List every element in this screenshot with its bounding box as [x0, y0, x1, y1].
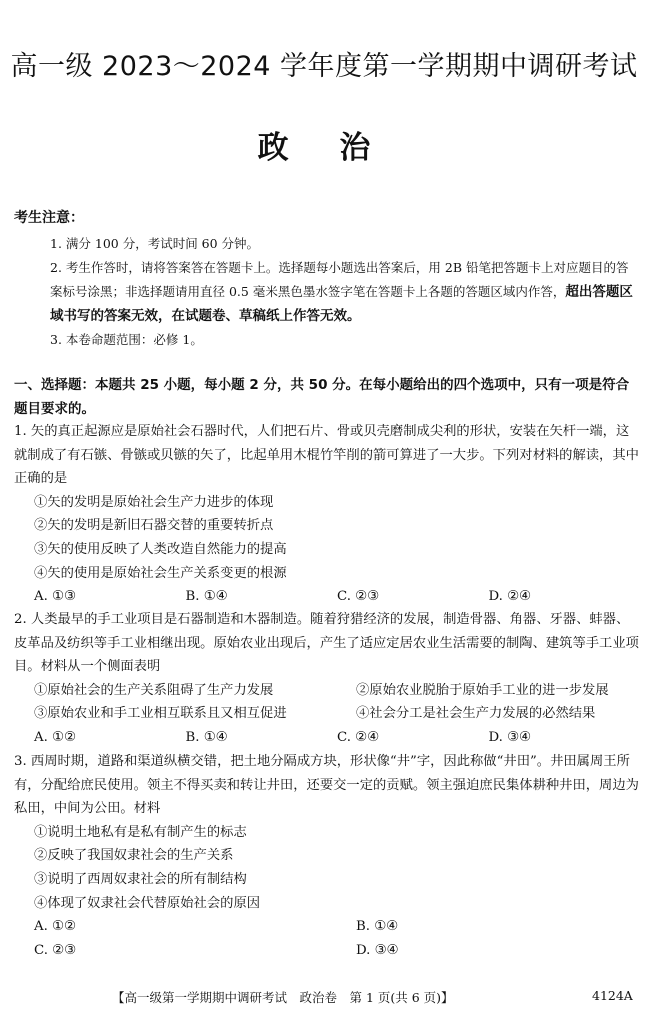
option: B. ①④ — [185, 589, 228, 605]
notice-list — [50, 232, 640, 352]
question-stem: 2. 人类最早的手工业项目是石器制造和木器制造。随着狩猎经济的发展，制造骨器、角器、牙器、蚌器、皮革品及纺织等手工业相继出现。原始农业出现后，产生了适应定居农业生活需要的制陶、建筑等手工业项目。材料从一个侧面表明 — [14, 612, 639, 675]
notice-item-bold: 超出答题区域书写的答案无效，在试题卷、草稿纸上作答无效。 — [50, 284, 633, 324]
exam-title: 高一级 2023～2024 学年度第一学期期中调研考试 — [10, 51, 638, 82]
footer-text: 【高一级第一学期期中调研考试 政治卷 第 1 页(共 6 页)】 — [112, 990, 454, 1005]
options-row — [14, 585, 640, 609]
statement: ①原始社会的生产关系阻碍了生产力发展 — [34, 682, 274, 698]
option: D. ③④ — [356, 942, 399, 958]
statement: ②原始农业脱胎于原始手工业的进一步发展 — [356, 682, 609, 698]
option: A. ①③ — [34, 589, 76, 605]
subject-title: 政 治 — [257, 130, 391, 166]
option: A. ①② — [34, 919, 76, 935]
question-1 — [14, 420, 640, 609]
notice-item: 1. 满分 100 分，考试时间 60 分钟。 — [50, 236, 260, 251]
notice-item: 3. 本卷命题范围：必修 1。 — [50, 332, 203, 347]
question-stem: 3. 西周时期，道路和渠道纵横交错，把土地分隔成方块，形状像“井”字，因此称做“井田”。井田属周王所有，分配给庶民使用。领主不得买卖和转让井田，还要交一定的贡赋。领主强迫庶民集体耕种井田，周边为私田，中间为公田。材料 — [14, 754, 639, 817]
option: B. ①④ — [185, 729, 228, 745]
notice-item — [50, 256, 640, 328]
options-grid — [14, 915, 640, 962]
option: C. ②③ — [337, 589, 379, 605]
option: B. ①④ — [356, 919, 399, 935]
notice-item-text: 2. 考生作答时，请将答案答在答题卡上。选择题每小题选出答案后，用 2B 铅笔把答题卡上对应题目的答案标号涂黑；非选择题请用直径 0.5 毫米黑色墨水签字笔在答题卡上各题的答题区域内作答， — [50, 260, 629, 299]
statement: ①矢的发明是原始社会生产力进步的体现 — [34, 494, 274, 510]
statement-grid — [14, 679, 640, 726]
statement: ②矢的发明是新旧石器交替的重要转折点 — [34, 518, 274, 534]
options-row — [14, 726, 640, 750]
statement: ①说明土地私有是私有制产生的标志 — [34, 824, 247, 840]
statement: ④体现了奴隶社会代替原始社会的原因 — [34, 895, 261, 911]
option: C. ②③ — [34, 942, 76, 958]
notice-heading: 考生注意： — [14, 210, 84, 226]
question-2 — [14, 608, 640, 750]
statement: ②反映了我国奴隶社会的生产关系 — [34, 848, 234, 864]
question-stem: 1. 矢的真正起源应是原始社会石器时代，人们把石片、骨或贝壳磨制成尖利的形状，安装在矢杆一端，这就制成了有石镞、骨镞或贝镞的矢了，比起单用木棍竹竿削的箭可算进了一大步。下列对材料的解读，其中正确的是 — [14, 424, 639, 487]
statement: ③矢的使用反映了人类改造自然能力的提高 — [34, 541, 287, 557]
statement: ④矢的使用是原始社会生产关系变更的根源 — [34, 565, 287, 581]
paper-code: 4124A — [592, 988, 633, 1003]
section-heading: 一、选择题：本题共 25 小题，每小题 2 分，共 50 分。在每小题给出的四个选项中，只有一项是符合题目要求的。 — [14, 377, 630, 417]
statement: ③原始农业和手工业相互联系且又相互促进 — [34, 706, 287, 722]
question-3 — [14, 750, 640, 962]
option: D. ③④ — [488, 729, 531, 745]
statement: ③说明了西周奴隶社会的所有制结构 — [34, 871, 247, 887]
option: A. ①② — [34, 729, 76, 745]
statement: ④社会分工是社会生产力发展的必然结果 — [356, 706, 596, 722]
option: D. ②④ — [488, 589, 531, 605]
option: C. ②④ — [337, 729, 379, 745]
